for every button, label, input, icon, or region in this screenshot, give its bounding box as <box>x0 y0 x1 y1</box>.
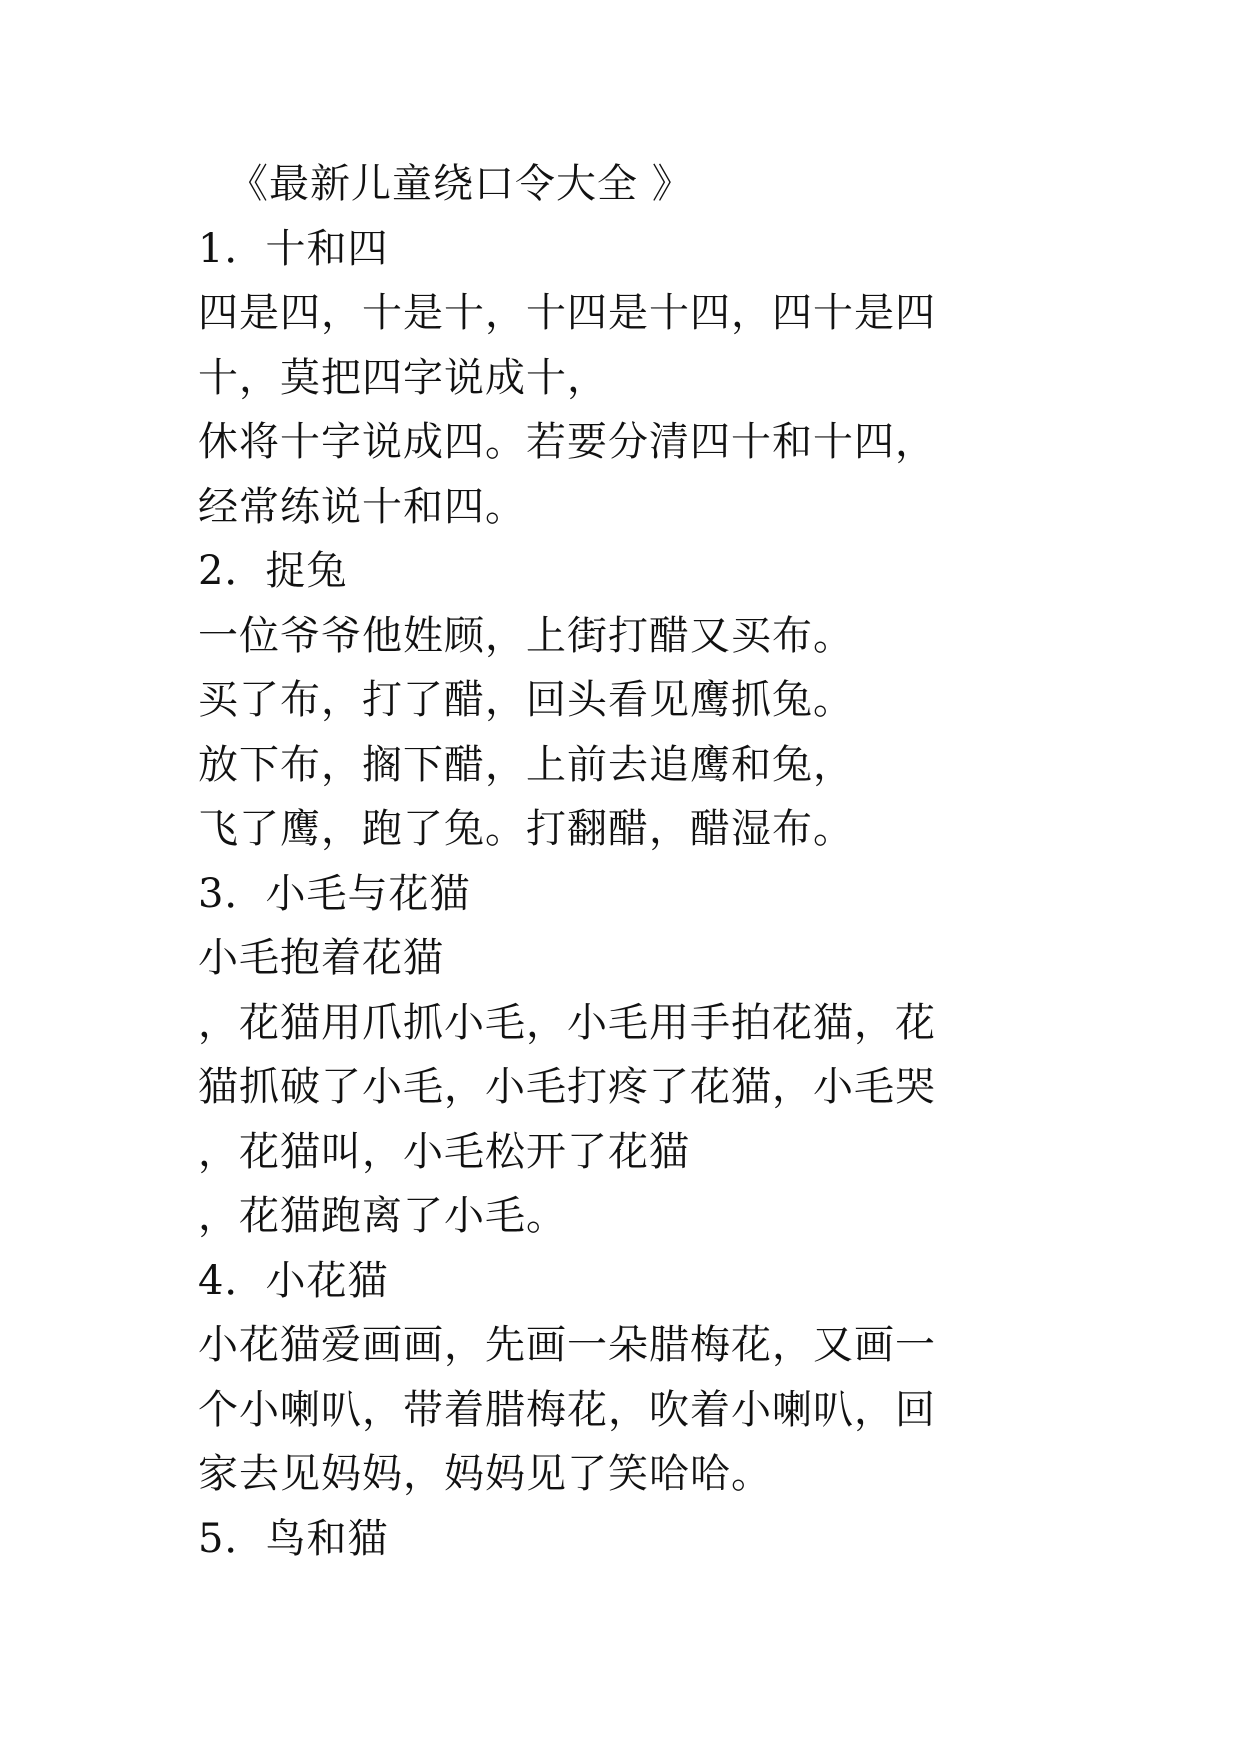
text-line: 买了布，打了醋，回头看见鹰抓兔。 <box>198 677 854 723</box>
heading-3: 3．小毛与花猫 <box>198 870 471 917</box>
text-line: 猫抓破了小毛，小毛打疼了花猫，小毛哭 <box>198 1064 936 1110</box>
document-title: 《最新儿童绕口令大全 》 <box>228 161 693 207</box>
text-line: 休将十字说成四。若要分清四十和十四， <box>198 419 936 465</box>
text-line: 小花猫爱画画，先画一朵腊梅花，又画一 <box>198 1322 936 1368</box>
text-line: 四是四，十是十，十四是十四，四十是四 <box>198 290 936 336</box>
heading-4: 4．小花猫 <box>198 1257 389 1304</box>
text-line: 经常练说十和四。 <box>198 483 526 530</box>
text-line: 家去见妈妈，妈妈见了笑哈哈。 <box>198 1451 772 1497</box>
text-line: 飞了鹰，跑了兔。打翻醋，醋湿布。 <box>198 806 854 852</box>
document-page <box>198 152 1038 1571</box>
text-line: 小毛抱着花猫 <box>198 935 444 981</box>
heading-2: 2．捉兔 <box>198 548 348 594</box>
heading-5: 5．鸟和猫 <box>198 1515 389 1562</box>
text-line: 一位爷爷他姓顾，上街打醋又买布。 <box>198 612 854 659</box>
text-line: 放下布，搁下醋，上前去追鹰和兔， <box>198 741 854 788</box>
text-line: ，花猫用爪抓小毛，小毛用手拍花猫，花 <box>198 999 936 1046</box>
heading-1: 1．十和四 <box>198 225 389 272</box>
text-line: 十，莫把四字说成十， <box>198 354 608 401</box>
text-line: 个小喇叭，带着腊梅花，吹着小喇叭，回 <box>198 1386 936 1433</box>
text-line: ，花猫跑离了小毛。 <box>198 1193 567 1239</box>
text-line: ，花猫叫，小毛松开了花猫 <box>198 1128 690 1175</box>
